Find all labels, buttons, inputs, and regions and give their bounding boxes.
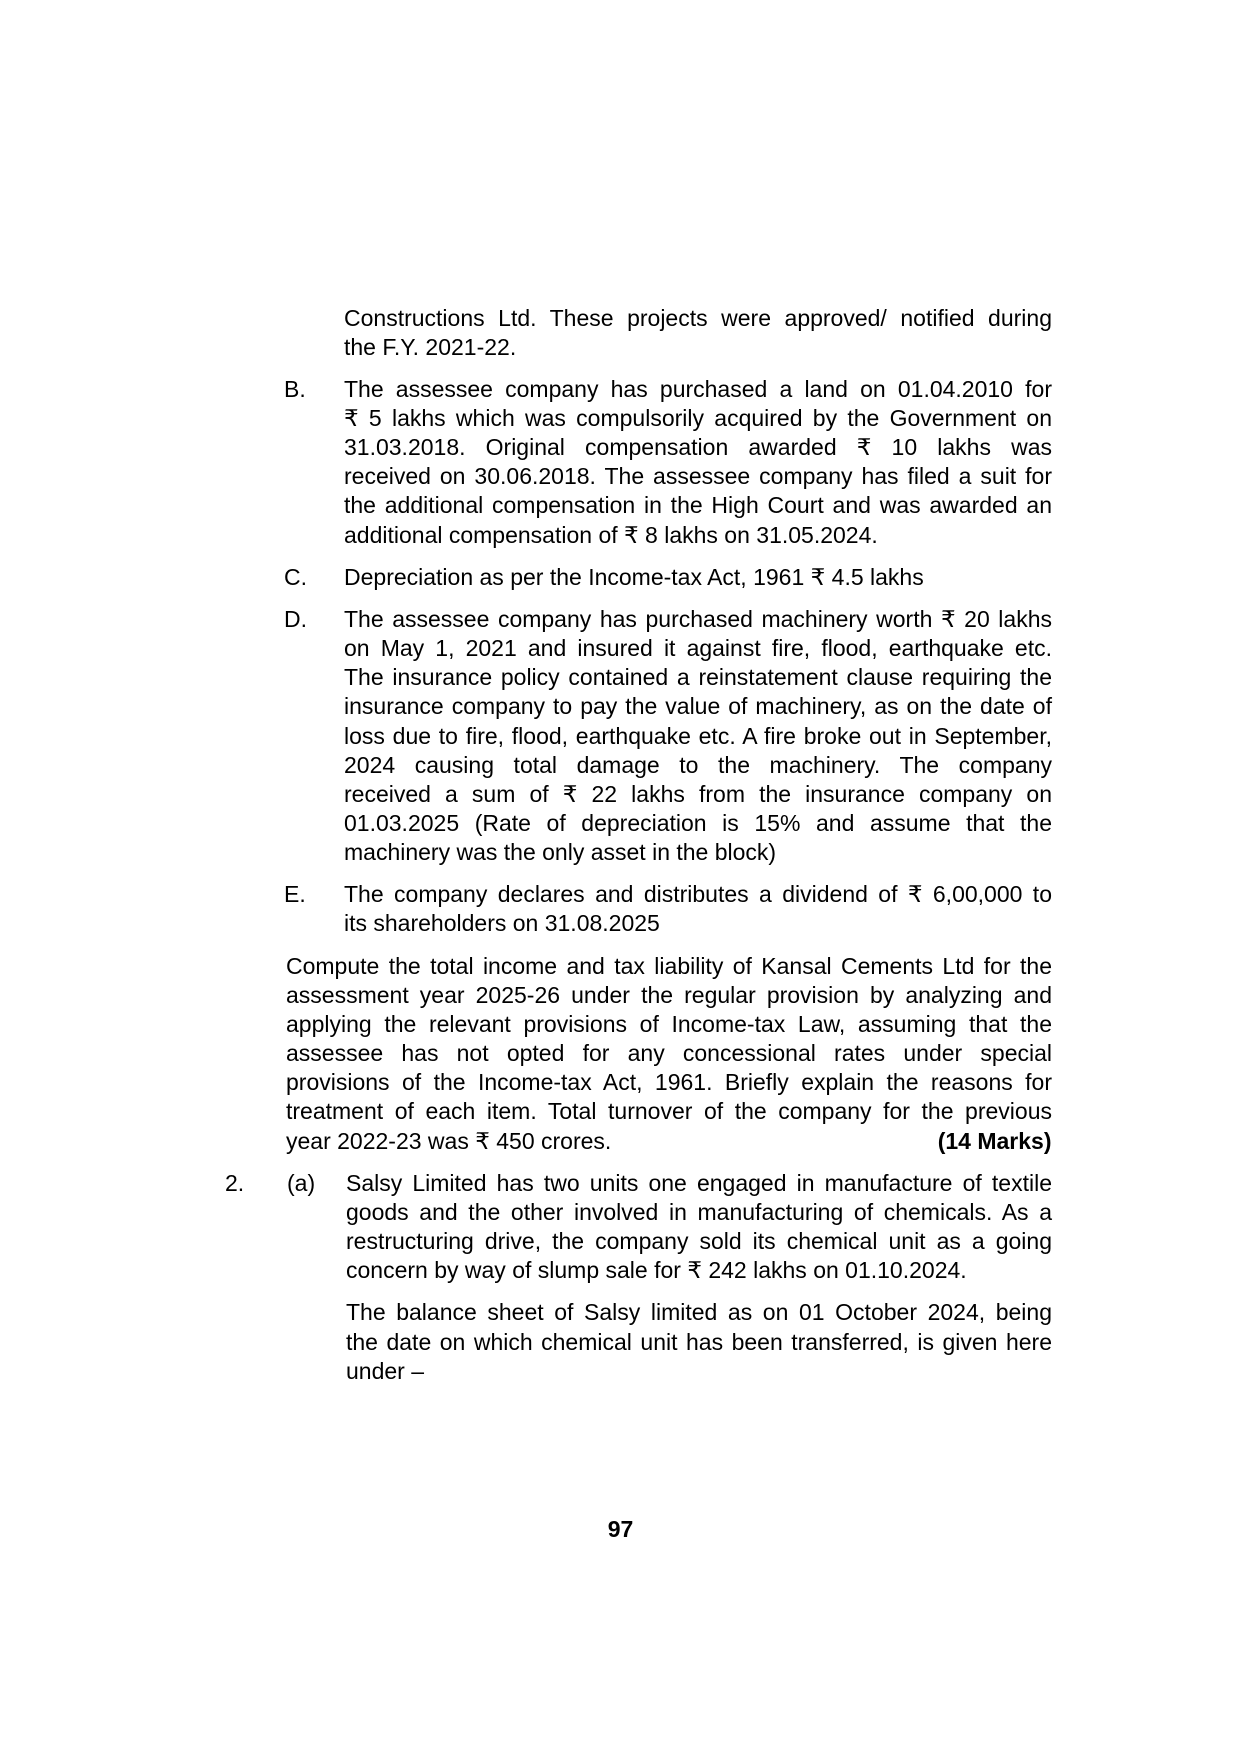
text-line: The balance sheet of Salsy limited as on 01 October 2024, being — [346, 1299, 1052, 1326]
item-c — [0, 563, 1241, 592]
instruction-paragraph — [0, 952, 1241, 1156]
text-line: received on 30.06.2018. The assessee company has filed a suit for — [344, 463, 1052, 490]
text-line: The assessee company has purchased machinery worth ₹ 20 lakhs — [344, 605, 1052, 632]
text-line: Salsy Limited has two units one engaged in manufacture of textile — [346, 1169, 1052, 1196]
text-line: additional compensation of ₹ 8 lakhs on 31.05.2024. — [344, 521, 878, 548]
text-line: applying the relevant provisions of Income-tax Law, assuming that the — [286, 1010, 1052, 1037]
item-text — [344, 563, 1052, 592]
text-line: 31.03.2018. Original compensation awarded ₹ 10 lakhs was — [344, 434, 1052, 461]
item-text — [344, 880, 1052, 938]
text-line: machinery was the only asset in the block) — [344, 839, 777, 866]
text-line: Compute the total income and tax liability of Kansal Cements Ltd for the — [286, 952, 1052, 979]
text-line: under – — [346, 1357, 425, 1384]
text-line: 01.03.2025 (Rate of depreciation is 15% and assume that the — [344, 810, 1052, 836]
item-d — [0, 605, 1241, 867]
text-line: The insurance policy contained a reinstatement clause requiring the — [344, 664, 1052, 691]
item-text — [344, 375, 1052, 550]
question-2a-continuation — [0, 1298, 1241, 1385]
text-line: goods and the other involved in manufacturing of chemicals. As a — [346, 1198, 1052, 1225]
text-line: on May 1, 2021 and insured it against fire, flood, earthquake etc. — [344, 635, 1052, 662]
text-line: 2024 causing total damage to the machinery. The company — [344, 751, 1052, 778]
text-line: year 2022-23 was ₹ 450 crores. — [286, 1127, 612, 1154]
text-line: insurance company to pay the value of machinery, as on the date of — [344, 693, 1052, 720]
marks-line — [286, 1127, 1052, 1156]
item-b — [0, 375, 1241, 550]
item-text — [344, 605, 1052, 867]
text-line: ₹ 5 lakhs which was compulsorily acquired by the Government on — [344, 404, 1052, 431]
text-line: received a sum of ₹ 22 lakhs from the insurance company on — [344, 780, 1052, 807]
item-label: C. — [284, 563, 307, 590]
question-text — [346, 1298, 1052, 1385]
item-e — [0, 880, 1241, 938]
marks-label: (14 Marks) — [937, 1127, 1052, 1154]
text-line: loss due to fire, flood, earthquake etc. A fire broke out in September, — [344, 722, 1052, 749]
text-line: concern by way of slump sale for ₹ 242 lakhs on 01.10.2024. — [346, 1257, 967, 1284]
question-text — [346, 1169, 1052, 1286]
continuation-paragraph — [0, 304, 1241, 362]
text-line: assessment year 2025-26 under the regular provision by analyzing and — [286, 981, 1052, 1008]
text-line: provisions of the Income-tax Act, 1961. Briefly explain the reasons for — [286, 1069, 1052, 1096]
text-line: its shareholders on 31.08.2025 — [344, 910, 660, 937]
question-number: 2. — [225, 1169, 245, 1196]
item-label: B. — [284, 375, 306, 402]
text-line: Constructions Ltd. These projects were approved/ notified during — [344, 304, 1052, 331]
text-line: the F.Y. 2021-22. — [344, 333, 517, 360]
text-line: The company declares and distributes a dividend of ₹ 6,00,000 to — [344, 881, 1052, 908]
text-line: the additional compensation in the High Court and was awarded an — [344, 492, 1052, 519]
question-part-label: (a) — [287, 1169, 316, 1196]
text-line: the date on which chemical unit has been transferred, is given here — [346, 1328, 1052, 1355]
text-line: treatment of each item. Total turnover of the company for the previous — [286, 1098, 1052, 1125]
page-content — [0, 304, 1241, 1386]
item-label: D. — [284, 605, 307, 632]
page-number: 97 — [607, 1516, 634, 1543]
text-line: Depreciation as per the Income-tax Act, 1961 ₹ 4.5 lakhs — [344, 563, 924, 590]
instruction-text — [286, 952, 1052, 1156]
text-line: assessee has not opted for any concessional rates under special — [286, 1040, 1052, 1067]
text-line: The assessee company has purchased a land on 01.04.2010 for — [344, 375, 1052, 402]
paragraph-text — [344, 304, 1052, 362]
item-label: E. — [284, 881, 306, 908]
text-line: restructuring drive, the company sold its chemical unit as a going — [346, 1228, 1052, 1255]
question-2a — [0, 1169, 1241, 1286]
